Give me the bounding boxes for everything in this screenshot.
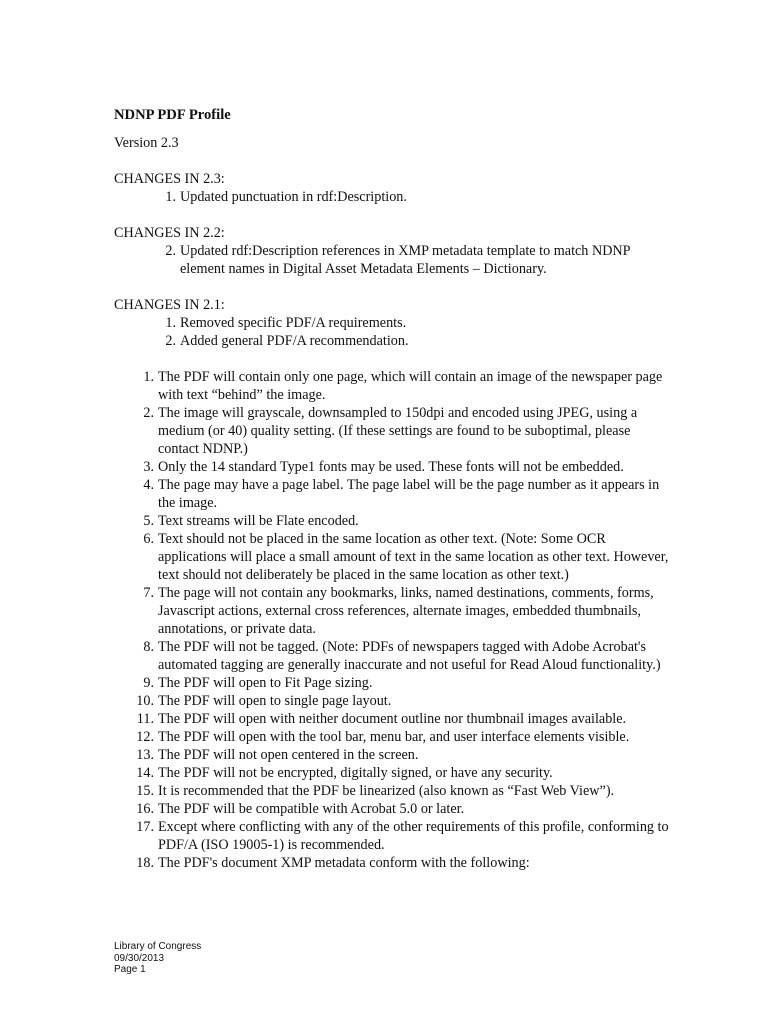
list-item: [114, 854, 674, 872]
list-item: [114, 332, 674, 350]
changes-heading: CHANGES IN 2.3:: [114, 171, 225, 187]
document-title: NDNP PDF Profile: [114, 107, 231, 123]
list-number: 11.: [136, 711, 154, 727]
list-text: Updated punctuation in rdf:Description.: [180, 189, 407, 205]
list-number: 1.: [165, 315, 176, 331]
list-number: 2.: [143, 405, 154, 421]
list-item: [114, 476, 674, 512]
list-number: 2.: [165, 333, 176, 349]
list-number: 10.: [136, 693, 154, 709]
list-text: The PDF will contain only one page, which will contain an image of the newspaper page with text “behind” the image.: [158, 369, 663, 403]
changes-heading: CHANGES IN 2.1:: [114, 297, 225, 313]
list-text: The PDF will open with neither document outline nor thumbnail images available.: [158, 711, 627, 727]
list-item: [114, 242, 674, 278]
list-number: 6.: [143, 531, 154, 547]
list-text: Removed specific PDF/A requirements.: [180, 315, 407, 331]
list-item: [114, 728, 674, 746]
page-footer: [114, 941, 201, 976]
list-item: [114, 764, 674, 782]
footer-page-number: Page 1: [114, 964, 146, 975]
list-item: [114, 818, 674, 854]
list-number: 1.: [165, 189, 176, 205]
list-item: [114, 800, 674, 818]
list-text: Updated rdf:Description references in XMP metadata template to match NDNP element names in Digital Asset Metadata Elements – Dictionary.: [180, 243, 631, 277]
list-item: [114, 746, 674, 764]
list-item: [114, 458, 674, 476]
list-item: [114, 584, 674, 638]
list-item: [114, 710, 674, 728]
list-number: 16.: [136, 801, 154, 817]
list-text: The page may have a page label. The page label will be the page number as it appears in the image.: [158, 477, 660, 511]
list-number: 2.: [165, 243, 176, 259]
list-text: The PDF will not be tagged. (Note: PDFs of newspapers tagged with Adobe Acrobat's automated tagging are generally inaccurate and not useful for Read Aloud functionality.): [158, 639, 661, 673]
list-number: 17.: [136, 819, 154, 835]
list-text: Only the 14 standard Type1 fonts may be used. These fonts will not be embedded.: [158, 459, 624, 475]
list-number: 18.: [136, 855, 154, 871]
changes-heading: CHANGES IN 2.2:: [114, 225, 225, 241]
list-item: [114, 404, 674, 458]
changes-section: [114, 224, 674, 278]
list-item: [114, 638, 674, 674]
list-text: The PDF's document XMP metadata conform with the following:: [158, 855, 530, 871]
list-number: 4.: [143, 477, 154, 493]
list-item: [114, 782, 674, 800]
list-text: Text streams will be Flate encoded.: [158, 513, 359, 529]
list-number: 13.: [136, 747, 154, 763]
list-text: Added general PDF/A recommendation.: [180, 333, 409, 349]
list-number: 5.: [143, 513, 154, 529]
list-text: Except where conflicting with any of the other requirements of this profile, conforming to PDF/A (ISO 19005-1) is recommended.: [158, 819, 669, 853]
list-text: The PDF will not open centered in the screen.: [158, 747, 419, 763]
list-number: 12.: [136, 729, 154, 745]
list-number: 8.: [143, 639, 154, 655]
list-text: Text should not be placed in the same location as other text. (Note: Some OCR applications will place a small amount of text in the same location as other text. However, text should not deliberately be placed in the same location as other text.): [158, 531, 669, 583]
document-version: Version 2.3: [114, 135, 179, 151]
list-number: 3.: [143, 459, 154, 475]
list-item: [114, 314, 674, 332]
list-text: The PDF will be compatible with Acrobat 5.0 or later.: [158, 801, 465, 817]
changes-list: [114, 242, 674, 278]
list-text: The PDF will open with the tool bar, menu bar, and user interface elements visible.: [158, 729, 630, 745]
changes-section: [114, 170, 674, 206]
list-item: [114, 368, 674, 404]
list-item: [114, 512, 674, 530]
list-text: The image will grayscale, downsampled to 150dpi and encoded using JPEG, using a medium (or 40) quality setting. (If these settings are found to be suboptimal, please contact NDNP.): [158, 405, 638, 457]
list-text: The PDF will open to single page layout.: [158, 693, 392, 709]
footer-date: 09/30/2013: [114, 952, 165, 964]
list-number: 1.: [143, 369, 154, 385]
changes-section: [114, 296, 674, 350]
list-item: [114, 674, 674, 692]
list-text: The page will not contain any bookmarks, links, named destinations, comments, forms, Javascript actions, external cross references, alternate images, embedded thumbnails, annotations, or private data.: [158, 585, 654, 637]
list-number: 9.: [143, 675, 154, 691]
footer-organization: Library of Congress: [114, 941, 202, 952]
list-item: [114, 188, 674, 206]
document-body: [114, 106, 674, 872]
changes-list: [114, 314, 674, 350]
list-number: 7.: [143, 585, 154, 601]
list-text: It is recommended that the PDF be linearized (also known as “Fast Web View”).: [158, 783, 615, 799]
list-number: 14.: [136, 765, 154, 781]
changes-list: [114, 188, 674, 206]
list-text: The PDF will open to Fit Page sizing.: [158, 675, 373, 691]
list-item: [114, 692, 674, 710]
requirements-list: [114, 368, 674, 872]
list-number: 15.: [136, 783, 154, 799]
changes-sections: [114, 170, 674, 350]
list-text: The PDF will not be encrypted, digitally signed, or have any security.: [158, 765, 553, 781]
list-item: [114, 530, 674, 584]
